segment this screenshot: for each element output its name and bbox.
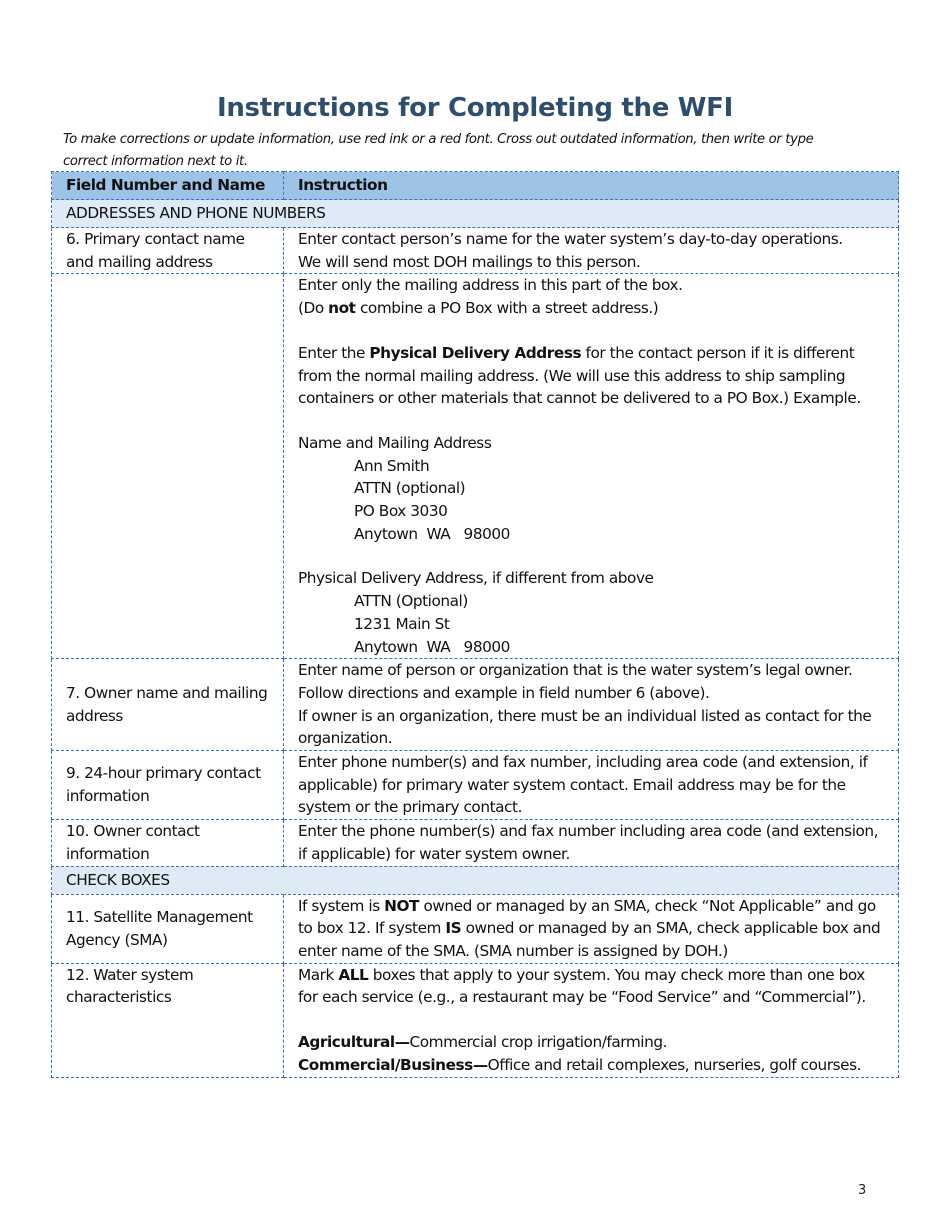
instructions-table	[51, 171, 899, 1078]
header-field: Field Number and Name	[52, 172, 284, 200]
address-line: PO Box 3030	[354, 502, 448, 521]
section-row	[52, 866, 899, 894]
page-title: Instructions for Completing the WFI	[216, 93, 734, 123]
field-instruction: Mark ALL boxes that apply to your system. You may check more than one box for each service (e.g., a restaurant may be “Food Service” and “Commercial”). Agricultural—Commercial crop irrigation/farming. Commercial/Business—Office and retail complexes, nurseries, golf courses.	[284, 963, 899, 1077]
page-number: 3	[858, 1183, 867, 1198]
table-row	[52, 751, 899, 820]
field-instruction: Enter the phone number(s) and fax number including area code (and extension, if applicable) for water system owner.	[284, 820, 899, 866]
address-line: Ann Smith	[354, 456, 430, 475]
field-instruction: If system is NOT owned or managed by an SMA, check “Not Applicable” and go to box 12. If system IS owned or managed by an SMA, check applicable box and enter name of the SMA. (SMA number is assigned by DOH.)	[284, 894, 899, 963]
intro-note: To make corrections or update information, use red ink or a red font. Cross out outdated information, then write or type correct information next to it.	[63, 132, 814, 169]
address-line: ATTN (Optional)	[354, 592, 468, 611]
field-instruction: Enter name of person or organization that is the water system’s legal owner. Follow directions and example in field number 6 (above). If owner is an organization, there must be an individual listed as contact for the organization.	[284, 659, 899, 751]
field-instruction: Enter contact person’s name for the water system’s day-to-day operations. We will send most DOH mailings to this person.	[284, 228, 899, 274]
physical-heading: Physical Delivery Address, if different from above	[298, 569, 654, 588]
table-header-row	[52, 172, 899, 200]
table-row	[52, 228, 899, 274]
header-instruction: Instruction	[284, 172, 899, 200]
field-name: 12. Water system characteristics	[52, 963, 284, 1077]
field-name: 11. Satellite Management Agency (SMA)	[52, 894, 284, 963]
field-name: 9. 24-hour primary contact information	[52, 751, 284, 820]
address-line: 1231 Main St	[354, 614, 450, 633]
field-instruction: Enter only the mailing address in this part of the box. (Do not combine a PO Box with a street address.) Enter the Physical Delivery Address for the contact person if it is different from the normal mailing address. (We will use this address to ship sampling containers or other materials that cannot be delivered to a PO Box.) Example. Name and Mailing Address Ann Smith ATTN (optional) PO Box 3030 Anytown WA 98000 Physical Delivery Address, if different from above ATTN (Optional) 1231 Main St Anytown WA 98000	[284, 274, 899, 659]
section-checkboxes: CHECK BOXES	[52, 866, 899, 894]
field-name	[52, 274, 284, 659]
section-addresses: ADDRESSES AND PHONE NUMBERS	[52, 200, 899, 228]
field-name: 10. Owner contact information	[52, 820, 284, 866]
address-line: ATTN (optional)	[354, 479, 466, 498]
address-line: Anytown WA 98000	[354, 637, 510, 656]
field-name: 7. Owner name and mailing address	[52, 659, 284, 751]
field-name: 6. Primary contact name and mailing address	[52, 228, 284, 274]
table-row	[52, 894, 899, 963]
section-row	[52, 200, 899, 228]
table-row	[52, 820, 899, 866]
field-instruction: Enter phone number(s) and fax number, including area code (and extension, if applicable) for primary water system contact. Email address may be for the system or the primary contact.	[284, 751, 899, 820]
mailing-heading: Name and Mailing Address	[298, 433, 492, 452]
table-row	[52, 659, 899, 751]
table-row	[52, 274, 899, 659]
address-line: Anytown WA 98000	[354, 524, 510, 543]
table-row	[52, 963, 899, 1077]
